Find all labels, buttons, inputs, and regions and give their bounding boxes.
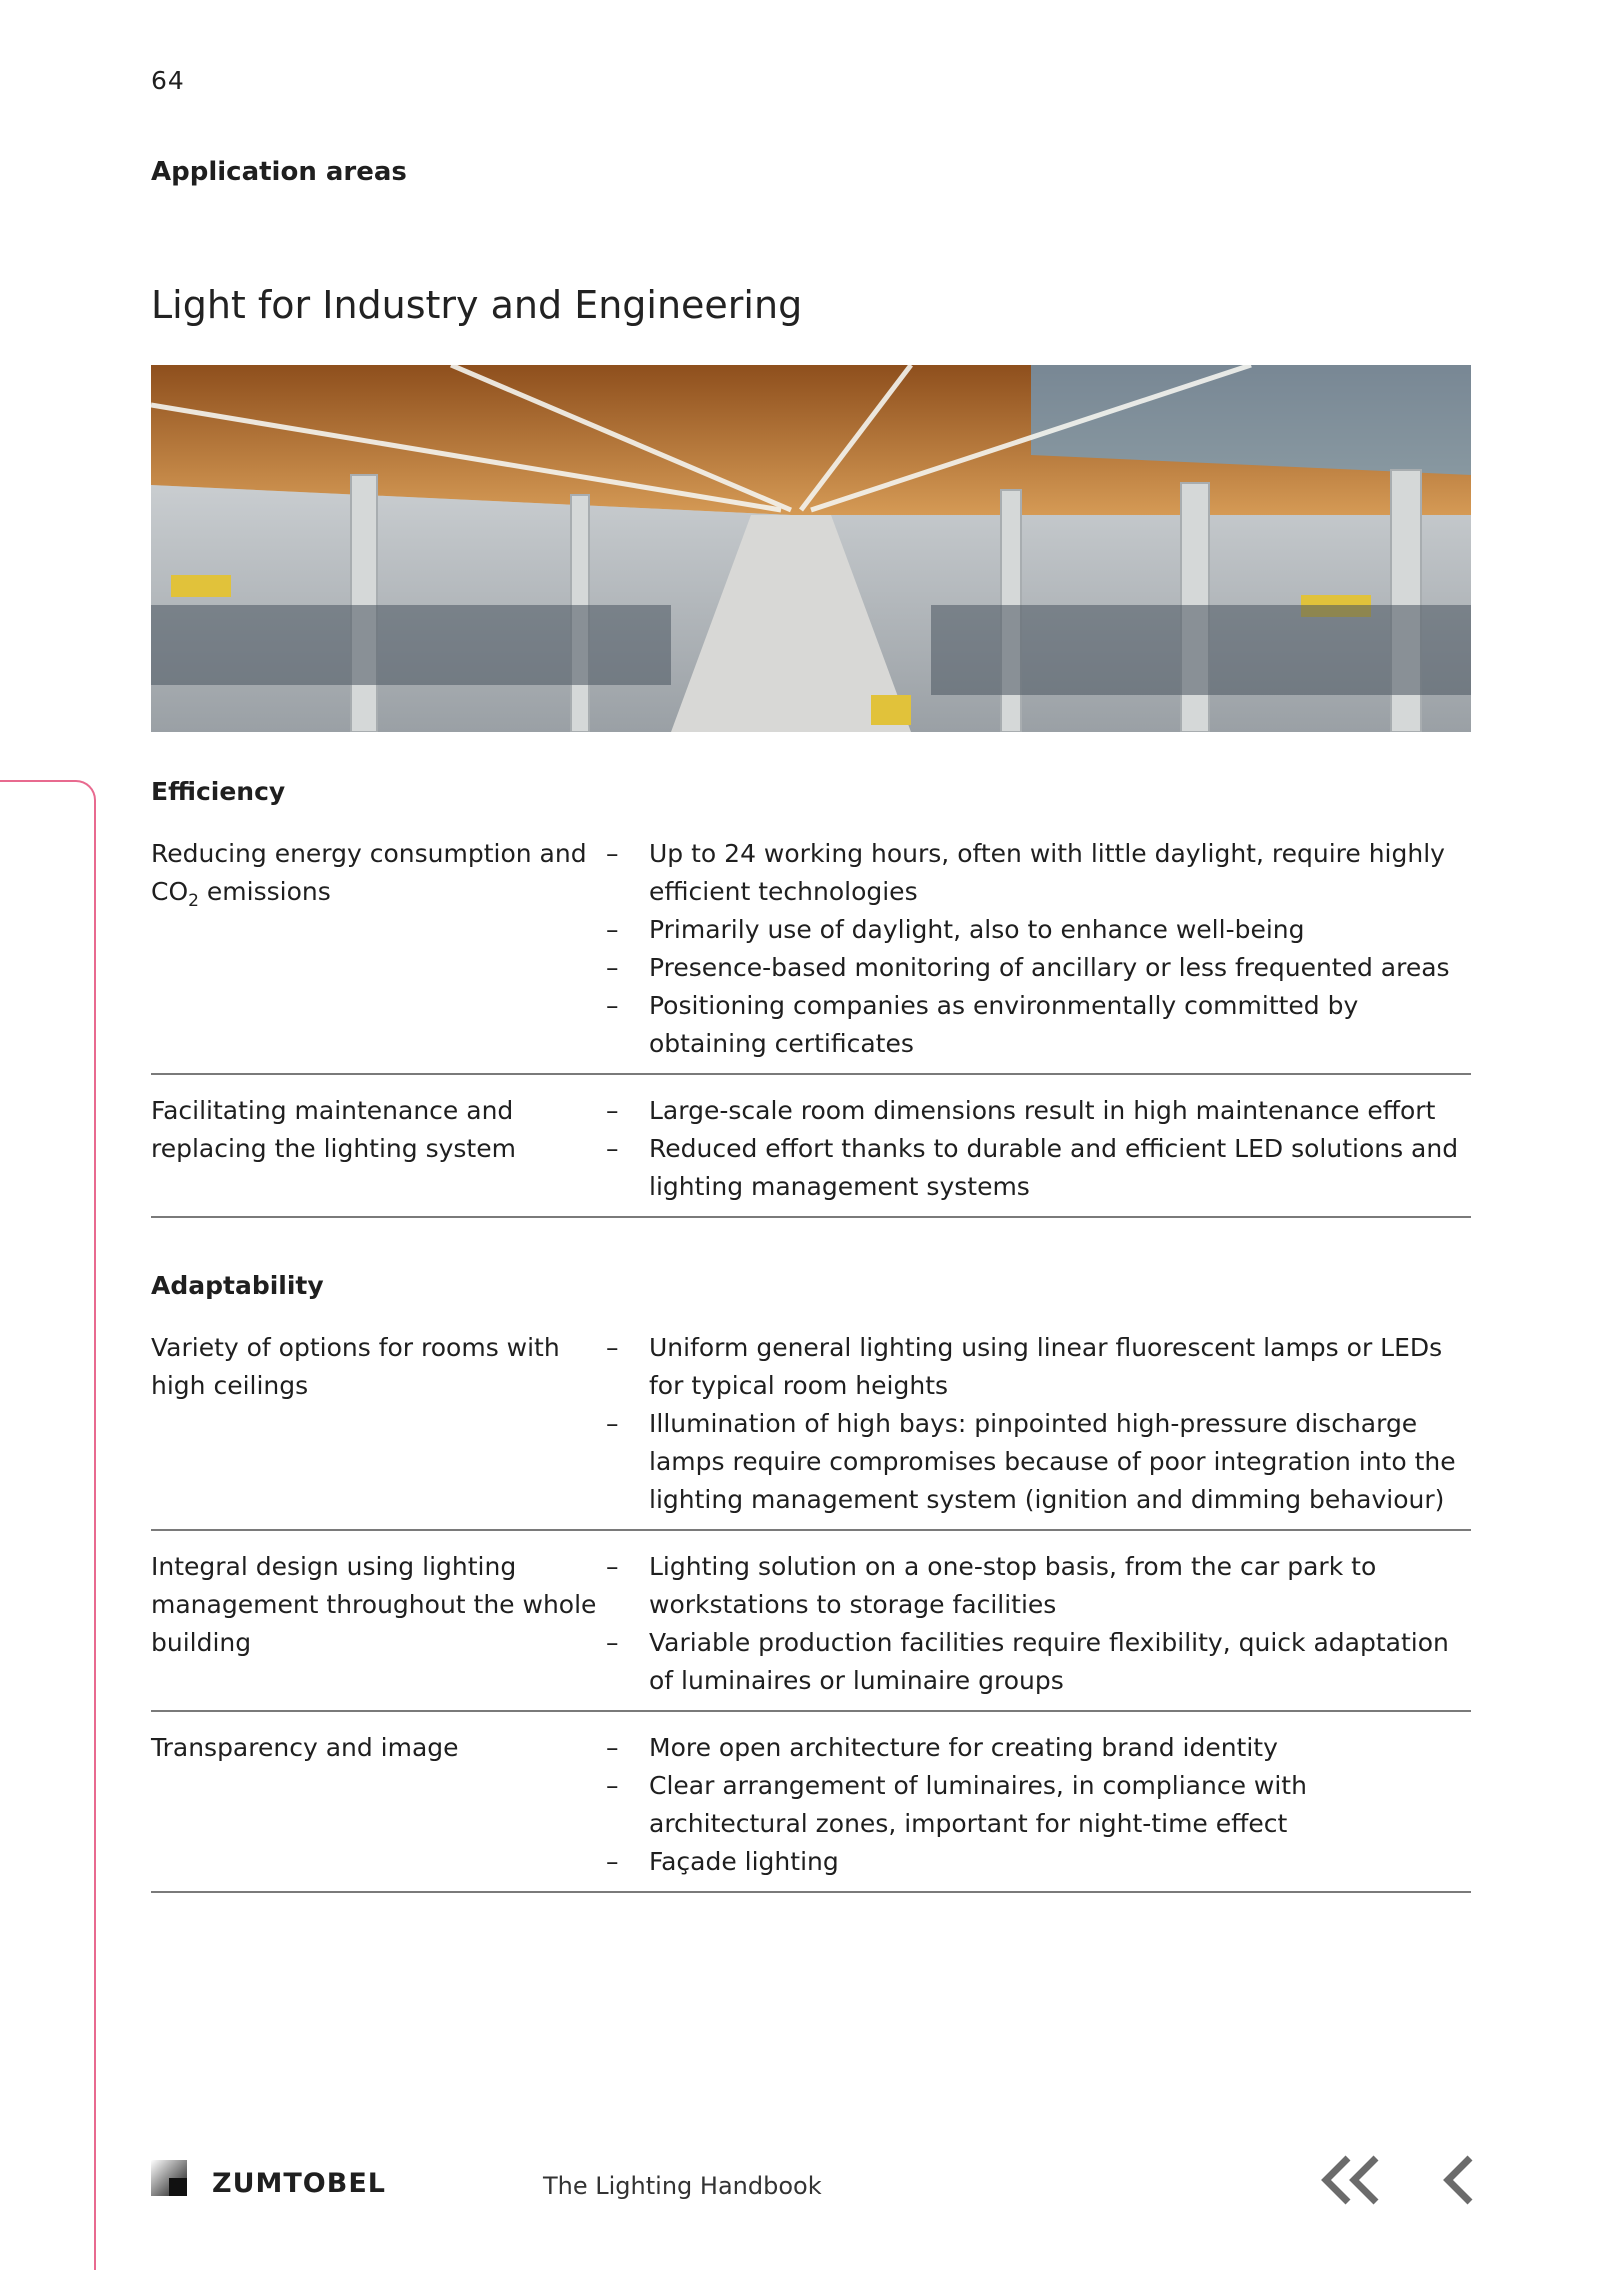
table-row [151,835,1471,1075]
brand-name: ZUMTOBEL [212,2168,386,2199]
factory-hall-photo [151,365,1471,732]
list-item: – More open architecture for creating brand identity [606,1729,1471,1767]
table-row [151,1548,1471,1712]
double-chevron-left-icon[interactable] [1320,2152,1382,2208]
table-row [151,1729,1471,1893]
list-item: – Positioning companies as environmentally committed by obtaining certificates [606,987,1471,1063]
row-label: Integral design using lighting management throughout the whole building [151,1552,597,1657]
bullet-list [606,1548,1471,1700]
table-row [151,1092,1471,1218]
table-row [151,1329,1471,1531]
list-item: – Reduced effort thanks to durable and efficient LED solutions and lighting management systems [606,1130,1471,1206]
bullet-list [606,1092,1471,1206]
list-item: – Primarily use of daylight, also to enhance well-being [606,911,1471,949]
row-label: Reducing energy consumption and $CO_2$ emissions [151,839,587,911]
handbook-title: The Lighting Handbook [543,2172,822,2200]
bullet-list [606,1329,1471,1519]
section-label: Application areas [151,157,407,187]
row-label: Facilitating maintenance and replacing the lighting system [151,1096,516,1163]
chevron-left-icon[interactable] [1440,2152,1476,2208]
row-label: Variety of options for rooms with high ceilings [151,1333,560,1400]
page-edge-accent [0,780,96,2270]
list-item: – Presence-based monitoring of ancillary or less frequented areas [606,949,1471,987]
requirements-table [151,777,1471,1910]
list-item: – Variable production facilities require flexibility, quick adaptation of luminaires or luminaire groups [606,1624,1471,1700]
page-number: 64 [151,66,185,95]
list-item: – Up to 24 working hours, often with little daylight, require highly efficient technologies [606,835,1471,911]
bullet-list [606,1729,1471,1881]
zumtobel-logo-icon [151,2160,187,2196]
list-item: – Uniform general lighting using linear fluorescent lamps or LEDs for typical room heights [606,1329,1471,1405]
list-item: – Lighting solution on a one-stop basis, from the car park to workstations to storage facilities [606,1548,1471,1624]
list-item: – Illumination of high bays: pinpointed high-pressure discharge lamps require compromises because of poor integration into the lighting management system (ignition and dimming behaviour) [606,1405,1471,1519]
list-item: – Façade lighting [606,1843,1471,1881]
group-heading-adaptability: Adaptability [151,1271,324,1300]
list-item: – Clear arrangement of luminaires, in compliance with architectural zones, important for night-time effect [606,1767,1471,1843]
bullet-list [606,835,1471,1063]
group-heading-efficiency: Efficiency [151,777,286,806]
list-item: – Large-scale room dimensions result in high maintenance effort [606,1092,1471,1130]
page-title: Light for Industry and Engineering [151,283,803,327]
row-label: Transparency and image [151,1733,459,1762]
